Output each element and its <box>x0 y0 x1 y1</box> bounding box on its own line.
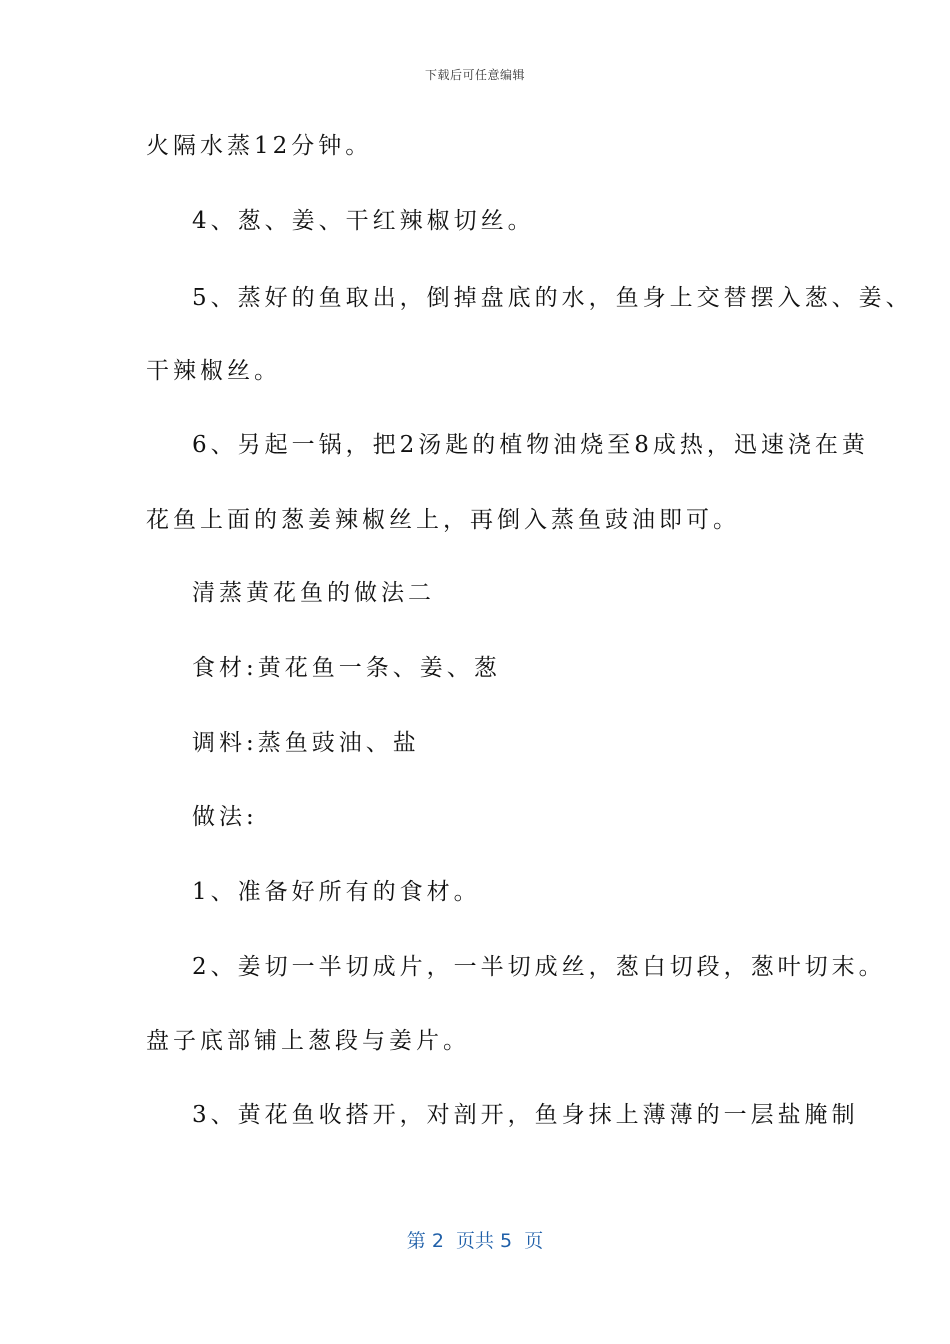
body-line: 5、蒸好的鱼取出，倒掉盘底的水，鱼身上交替摆入葱、姜、 <box>192 285 913 311</box>
body-line: 盘子底部铺上葱段与姜片。 <box>146 1028 470 1054</box>
body-line: 6、另起一锅，把2汤匙的植物油烧至8成热，迅速浇在黄 <box>192 432 869 458</box>
body-line: 调料:蒸鱼豉油、盐 <box>192 730 420 756</box>
page-number-footer: 第 2 页共 5 页 <box>406 1230 544 1252</box>
body-line: 4、葱、姜、干红辣椒切丝。 <box>192 208 535 234</box>
body-line: 花鱼上面的葱姜辣椒丝上，再倒入蒸鱼豉油即可。 <box>146 507 740 533</box>
body-line: 1、准备好所有的食材。 <box>192 879 481 905</box>
body-line: 2、姜切一半切成片，一半切成丝，葱白切段，葱叶切末。 <box>192 954 886 980</box>
body-line: 火隔水蒸12分钟。 <box>146 133 373 159</box>
body-line: 食材:黄花鱼一条、姜、葱 <box>192 655 501 681</box>
body-line: 3、黄花鱼收搭开，对剖开，鱼身抹上薄薄的一层盐腌制 <box>192 1102 859 1128</box>
section-heading: 清蒸黄花鱼的做法二 <box>192 580 435 606</box>
body-line: 做法: <box>192 804 258 830</box>
page-header: 下载后可任意编辑 <box>424 68 525 82</box>
body-line: 干辣椒丝。 <box>146 358 281 384</box>
